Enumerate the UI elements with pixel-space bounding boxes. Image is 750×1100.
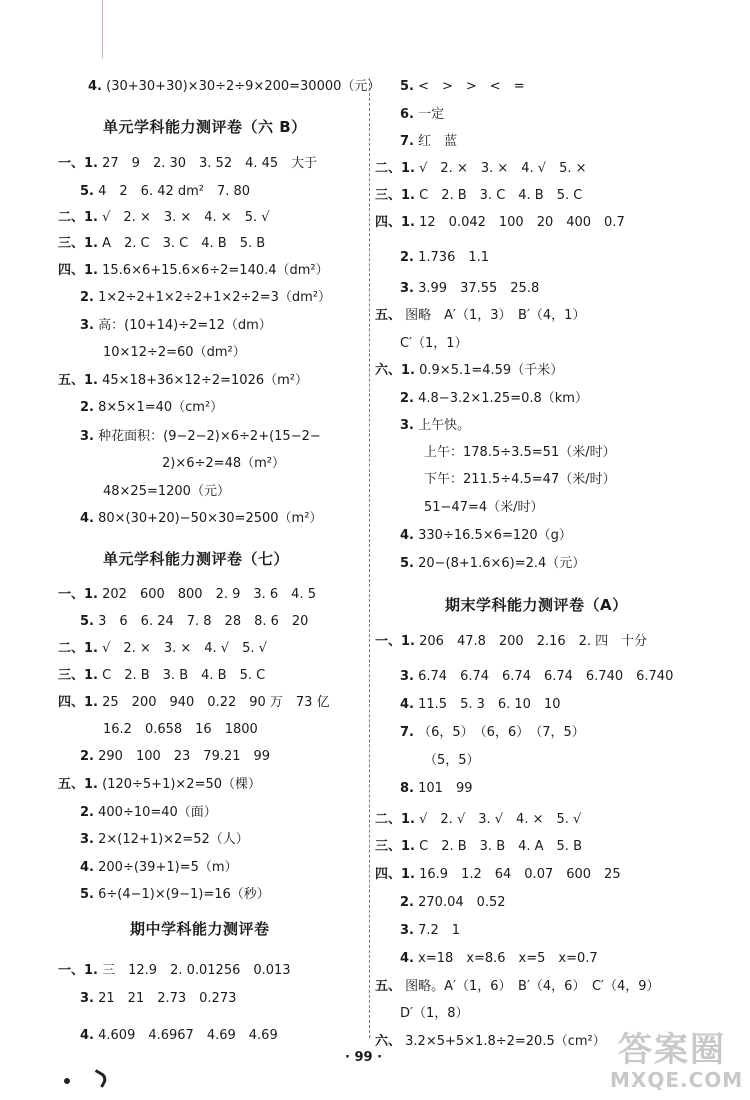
- answer-text: D′（1，8）: [400, 1006, 469, 1021]
- answer-text: 400÷10=40（面）: [98, 805, 217, 820]
- answer-line: [375, 187, 582, 205]
- answer-line: [424, 471, 616, 489]
- answer-text: 10×12÷2=60（dm²）: [103, 345, 246, 360]
- question-number: 3.: [80, 991, 94, 1006]
- answer-line: [58, 962, 291, 980]
- answer-line: [58, 372, 308, 390]
- page-number: · 99 ·: [345, 1050, 383, 1065]
- question-number: 二、1.: [58, 210, 98, 225]
- answer-text: 图略 A′（1，3） B′（4，1）: [405, 308, 586, 323]
- answer-text: 1.736 1.1: [418, 250, 490, 265]
- answer-line: [80, 510, 322, 528]
- answer-text: 4 2 6. 42 dm² 7. 80: [98, 184, 251, 199]
- answer-line: [80, 748, 270, 766]
- answer-line: [424, 752, 480, 770]
- answer-text: 3.2×5+5×1.8÷2=20.5（cm²）: [405, 1034, 606, 1049]
- answer-text: 12 0.042 100 20 400 0.7: [419, 215, 625, 230]
- answer-text: < > > < =: [418, 79, 525, 94]
- question-number: 3.: [400, 281, 414, 296]
- answer-line: [103, 483, 230, 501]
- answer-text: 21 21 2.73 0.273: [98, 991, 237, 1006]
- question-number: 3.: [80, 429, 94, 444]
- answer-text: 上午快。: [418, 418, 471, 433]
- answer-line: [424, 444, 616, 462]
- answer-line: [375, 978, 660, 996]
- answer-text: 101 99: [418, 781, 473, 796]
- answer-line: [80, 428, 321, 446]
- question-number: 2.: [80, 805, 94, 820]
- answer-line: [400, 527, 572, 545]
- question-number: 五、1.: [58, 777, 98, 792]
- answer-line: [58, 155, 317, 173]
- question-number: 三、1.: [375, 839, 415, 854]
- question-number: 3.: [400, 418, 414, 433]
- question-number: 2.: [80, 400, 94, 415]
- question-number: 2.: [80, 290, 94, 305]
- answer-line: [400, 335, 468, 353]
- answer-line: [375, 160, 587, 178]
- question-number: 三、1.: [375, 188, 415, 203]
- answer-line: [80, 1027, 278, 1045]
- answer-text: 290 100 23 79.21 99: [98, 749, 271, 764]
- answer-text: 8×5×1=40（cm²）: [98, 400, 224, 415]
- section-heading: 单元学科能力测评卷（六 B）: [103, 118, 307, 136]
- answer-line: [400, 280, 539, 298]
- watermark-text: 答案圈: [618, 1030, 726, 1070]
- question-number: 2.: [80, 749, 94, 764]
- question-number: 4.: [80, 1028, 94, 1043]
- answer-line: [375, 362, 563, 380]
- answer-text: √ 2. × 3. × 4. × 5. √: [102, 210, 270, 225]
- answer-line: [375, 1033, 606, 1051]
- answer-line: [400, 106, 444, 124]
- section-heading: 期末学科能力测评卷（A）: [445, 596, 628, 614]
- question-number: 2.: [400, 250, 414, 265]
- answer-line: [58, 262, 329, 280]
- question-number: 5.: [80, 887, 94, 902]
- answer-line: [400, 894, 506, 912]
- answer-text: （6，5） （6，6） （7，5）: [418, 725, 585, 740]
- scan-mark-curve: [90, 1069, 109, 1088]
- answer-text: C′（1，1）: [400, 336, 468, 351]
- question-number: 8.: [400, 781, 414, 796]
- answer-line: [375, 838, 582, 856]
- answer-text: 51−47=4（米/时）: [424, 500, 544, 515]
- question-number: 4.: [400, 697, 414, 712]
- answer-text: 16.9 1.2 64 0.07 600 25: [419, 867, 621, 882]
- answer-line: [80, 990, 236, 1008]
- answer-text: 种花面积：(9−2−2)×6÷2+(15−2−: [98, 429, 321, 444]
- answer-line: [375, 307, 585, 325]
- answer-line: [375, 811, 581, 829]
- answer-line: [103, 344, 246, 362]
- question-number: 2.: [400, 895, 414, 910]
- question-number: 7.: [400, 134, 414, 149]
- answer-line: [400, 950, 598, 968]
- answer-text: √ 2. × 3. × 4. √ 5. ×: [419, 161, 587, 176]
- answer-line: [80, 831, 249, 849]
- question-number: 六、1.: [375, 363, 415, 378]
- answer-line: [400, 390, 588, 408]
- answer-line: [58, 209, 270, 227]
- answer-text: 27 9 2. 30 3. 52 4. 45 大于: [102, 156, 318, 171]
- answer-line: [58, 586, 316, 604]
- answer-text: 15.6×6+15.6×6÷2=140.4（dm²）: [102, 263, 329, 278]
- answer-text: 48×25=1200（元）: [103, 484, 230, 499]
- answer-text: 4.8−3.2×1.25=0.8（km）: [418, 391, 588, 406]
- answer-text: 图略。A′（1，6） B′（4，6） C′（4，9）: [405, 979, 660, 994]
- answer-line: [400, 922, 460, 940]
- answer-line: [400, 780, 472, 798]
- answer-text: 45×18+36×12÷2=1026（m²）: [102, 373, 308, 388]
- question-number: 5.: [400, 556, 414, 571]
- answer-line: [162, 455, 285, 473]
- question-number: 四、1.: [375, 215, 415, 230]
- question-number: 4.: [400, 951, 414, 966]
- answer-line: [80, 804, 217, 822]
- answer-text: 红 蓝: [418, 134, 458, 149]
- question-number: 二、1.: [58, 641, 98, 656]
- answer-line: [103, 721, 258, 739]
- answer-line: [80, 859, 238, 877]
- question-number: 4.: [88, 79, 102, 94]
- question-number: 五、: [375, 308, 402, 323]
- answer-text: 三 12.9 2. 0.01256 0.013: [102, 963, 291, 978]
- answer-text: √ 2. √ 3. √ 4. × 5. √: [419, 812, 582, 827]
- section-heading: 单元学科能力测评卷（七）: [103, 550, 290, 568]
- scan-mark: [64, 1078, 70, 1084]
- answer-text: 16.2 0.658 16 1800: [103, 722, 258, 737]
- answer-text: 206 47.8 200 2.16 2. 四 十分: [419, 634, 648, 649]
- answer-text: √ 2. × 3. × 4. √ 5. √: [102, 641, 267, 656]
- answer-text: 7.2 1: [418, 923, 461, 938]
- answer-text: 高：(10+14)÷2=12（dm）: [98, 318, 272, 333]
- question-number: 五、: [375, 979, 402, 994]
- answer-line: [400, 249, 489, 267]
- answer-line: [400, 417, 470, 435]
- question-number: 5.: [80, 614, 94, 629]
- answer-text: 202 600 800 2. 9 3. 6 4. 5: [102, 587, 316, 602]
- answer-text: 330÷16.5×6=120（g）: [418, 528, 572, 543]
- question-number: 一、1.: [58, 587, 98, 602]
- watermark-logo: [600, 1020, 750, 1100]
- answer-text: (120÷5+1)×2=50（棵）: [102, 777, 262, 792]
- column-divider: [369, 78, 370, 1038]
- answer-line: [424, 499, 544, 517]
- answer-text: 80×(30+20)−50×30=2500（m²）: [98, 511, 323, 526]
- answer-line: [80, 399, 223, 417]
- answer-text: 2×(12+1)×2=52（人）: [98, 832, 249, 847]
- answer-text: 3.99 37.55 25.8: [418, 281, 540, 296]
- question-number: 5.: [80, 184, 94, 199]
- question-number: 一、1.: [375, 634, 415, 649]
- question-number: 一、1.: [58, 156, 98, 171]
- answer-text: 4.609 4.6967 4.69 4.69: [98, 1028, 278, 1043]
- question-number: 三、1.: [58, 668, 98, 683]
- question-number: 7.: [400, 725, 414, 740]
- answer-line: [58, 667, 265, 685]
- answer-text: 0.9×5.1=4.59（千米）: [419, 363, 564, 378]
- question-number: 3.: [80, 318, 94, 333]
- answer-text: A 2. C 3. C 4. B 5. B: [102, 236, 266, 251]
- answer-text: C 2. B 3. B 4. B 5. C: [102, 668, 266, 683]
- answer-line: [58, 776, 261, 794]
- question-number: 二、1.: [375, 161, 415, 176]
- question-number: 5.: [400, 79, 414, 94]
- answer-line: [58, 235, 265, 253]
- answer-line: [80, 183, 250, 201]
- question-number: 4.: [80, 860, 94, 875]
- answer-text: 6÷(4−1)×(9−1)=16（秒）: [98, 887, 270, 902]
- answer-text: 25 200 940 0.22 90 万 73 亿: [102, 695, 330, 710]
- question-number: 3.: [400, 923, 414, 938]
- question-number: 六、: [375, 1034, 402, 1049]
- answer-line: [375, 214, 625, 232]
- answer-text: 11.5 5. 3 6. 10 10: [418, 697, 561, 712]
- answer-line: [58, 640, 267, 658]
- answer-text: 270.04 0.52: [418, 895, 506, 910]
- answer-line: [400, 668, 673, 686]
- answer-line: [400, 555, 585, 573]
- answer-text: 3 6 6. 24 7. 8 28 8. 6 20: [98, 614, 309, 629]
- question-number: 6.: [400, 107, 414, 122]
- watermark-url: MXQE.COM: [610, 1068, 744, 1092]
- answer-line: [88, 78, 380, 96]
- answer-text: 1×2÷2+1×2÷2+1×2÷2=3（dm²）: [98, 290, 331, 305]
- answer-text: 2)×6÷2=48（m²）: [162, 456, 285, 471]
- answer-text: x=18 x=8.6 x=5 x=0.7: [418, 951, 598, 966]
- answer-line: [80, 613, 308, 631]
- answer-text: (30+30+30)×30÷2÷9×200=30000（元）: [106, 79, 381, 94]
- answer-line: [375, 633, 647, 651]
- answer-line: [80, 317, 272, 335]
- question-number: 3.: [400, 669, 414, 684]
- question-number: 四、1.: [375, 867, 415, 882]
- answer-line: [400, 1005, 469, 1023]
- answer-text: 200÷(39+1)=5（m）: [98, 860, 238, 875]
- answer-line: [375, 866, 621, 884]
- answer-text: （5，5）: [424, 753, 480, 768]
- question-number: 三、1.: [58, 236, 98, 251]
- question-number: 3.: [80, 832, 94, 847]
- answer-line: [58, 694, 330, 712]
- question-number: 五、1.: [58, 373, 98, 388]
- answer-line: [400, 724, 585, 742]
- question-number: 4.: [400, 528, 414, 543]
- answer-line: [80, 886, 270, 904]
- answer-text: 一定: [418, 107, 445, 122]
- answer-line: [400, 133, 457, 151]
- answer-text: C 2. B 3. C 4. B 5. C: [419, 188, 583, 203]
- question-number: 2.: [400, 391, 414, 406]
- margin-line: [102, 0, 103, 58]
- question-number: 二、1.: [375, 812, 415, 827]
- question-number: 4.: [80, 511, 94, 526]
- question-number: 四、1.: [58, 263, 98, 278]
- answer-line: [400, 78, 525, 96]
- answer-text: 下午：211.5÷4.5=47（米/时）: [424, 472, 616, 487]
- answer-line: [400, 696, 561, 714]
- answer-text: C 2. B 3. B 4. A 5. B: [419, 839, 582, 854]
- answer-text: 6.74 6.74 6.74 6.74 6.740 6.740: [418, 669, 674, 684]
- answer-text: 20−(8+1.6×6)=2.4（元）: [418, 556, 586, 571]
- answer-text: 上午：178.5÷3.5=51（米/时）: [424, 445, 616, 460]
- answer-line: [80, 289, 331, 307]
- question-number: 四、1.: [58, 695, 98, 710]
- question-number: 一、1.: [58, 963, 98, 978]
- section-heading: 期中学科能力测评卷: [130, 920, 270, 938]
